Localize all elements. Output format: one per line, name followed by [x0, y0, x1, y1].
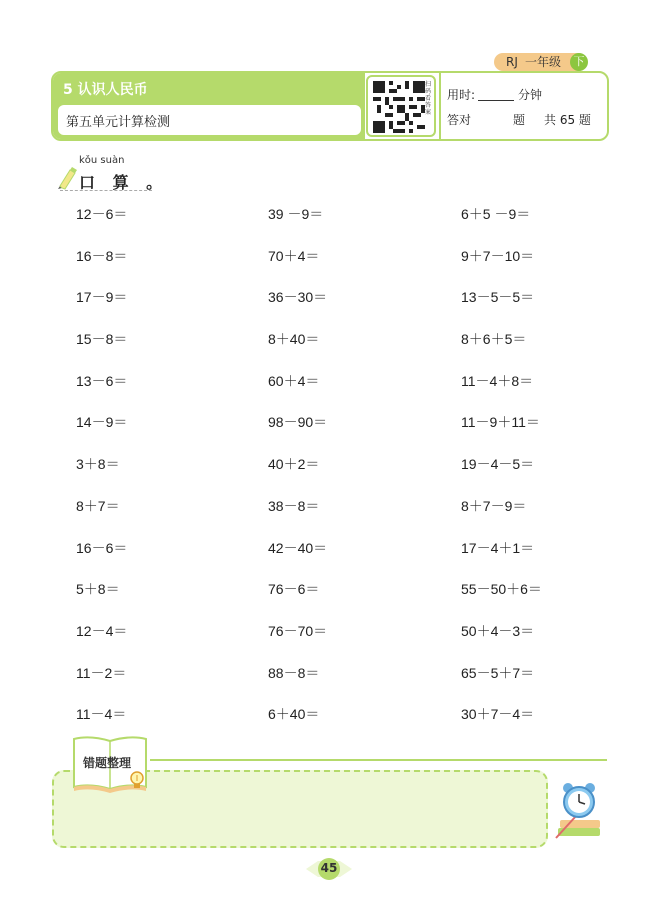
grade-badge — [494, 53, 586, 71]
worksheet-header — [51, 71, 609, 141]
alarm-clock-books-icon — [554, 780, 604, 840]
problem-item: 70＋4＝ — [268, 247, 320, 264]
problem-item: 12－6＝ — [76, 206, 128, 222]
problem-item: 55－50＋6＝ — [461, 581, 542, 598]
problem-item: 30＋7－4＝ — [461, 706, 535, 723]
problem-item: 50＋4－3＝ — [461, 622, 535, 639]
problem-item: 17－4＋1＝ — [461, 539, 535, 556]
qr-caption: 扫码看答案 — [425, 81, 432, 116]
problem-item: 6＋5 －9＝ — [461, 206, 531, 222]
problem-item: 38－8＝ — [268, 497, 320, 514]
time-blank[interactable] — [478, 100, 514, 101]
volume-label: 下 — [570, 53, 588, 71]
problem-item: 9＋7－10＝ — [461, 247, 535, 264]
worksheet-subtitle: 第五单元计算检测 — [66, 115, 171, 130]
problem-item: 13－5－5＝ — [461, 289, 535, 306]
problem-item: 6＋40＝ — [268, 706, 320, 723]
error-section-title: 错题整理 — [83, 756, 132, 770]
page-number-badge — [306, 857, 352, 881]
error-section-line — [150, 759, 607, 761]
problem-item: 5＋8＝ — [76, 581, 120, 598]
grade-label: 一年级 — [525, 55, 562, 69]
light-bulb-icon — [129, 770, 145, 792]
problem-item: 11－9＋11＝ — [461, 414, 540, 431]
problem-item: 11－4＝ — [76, 706, 127, 723]
problem-item: 17－9＝ — [76, 289, 128, 306]
answer-unit: 题 — [513, 113, 526, 127]
problem-item: 12－4＝ — [76, 622, 128, 639]
problem-item: 13－6＝ — [76, 372, 128, 389]
problem-item: 8＋7－9＝ — [461, 497, 527, 514]
problem-item: 36－30＝ — [268, 289, 328, 306]
problem-item: 11－4＋8＝ — [461, 372, 534, 389]
score-panel — [439, 73, 607, 139]
title-underline — [60, 190, 152, 191]
problem-item: 76－70＝ — [268, 622, 328, 639]
problem-item: 19－4－5＝ — [461, 456, 535, 473]
pencil-icon — [56, 166, 78, 190]
problem-item: 88－8＝ — [268, 664, 320, 681]
problem-item: 65－5＋7＝ — [461, 664, 535, 681]
page-number: 45 — [320, 861, 338, 875]
problem-item: 14－9＝ — [76, 414, 128, 431]
section-pinyin: kǒu suàn — [79, 155, 125, 166]
unit-panel — [53, 73, 365, 139]
problem-item: 15－8＝ — [76, 331, 128, 348]
total-count: 共 65 题 — [544, 113, 591, 127]
problem-item: 39 －9＝ — [268, 206, 324, 222]
time-unit: 分钟 — [518, 88, 543, 102]
problem-item: 16－6＝ — [76, 539, 128, 556]
series-label: RJ — [506, 55, 518, 69]
problem-item: 8＋40＝ — [268, 331, 320, 348]
problem-item: 40＋2＝ — [268, 456, 320, 473]
problem-item: 8＋7＝ — [76, 497, 120, 514]
unit-title: 5 认识人民币 — [63, 82, 148, 98]
problem-item: 60＋4＝ — [268, 372, 320, 389]
answer-label: 答对 — [447, 113, 472, 127]
section-title: 口 算 。 — [79, 173, 169, 192]
time-label: 用时: — [447, 88, 476, 102]
problem-item: 76－6＝ — [268, 581, 320, 598]
problem-item: 11－2＝ — [76, 664, 127, 681]
subtitle-box — [58, 105, 361, 135]
qr-code-icon — [373, 81, 425, 133]
problem-grid — [76, 204, 576, 746]
qr-code[interactable] — [366, 75, 436, 137]
problem-item: 42－40＝ — [268, 539, 328, 556]
problem-item: 98－90＝ — [268, 414, 328, 431]
problem-item: 16－8＝ — [76, 247, 128, 264]
problem-item: 8＋6＋5＝ — [461, 331, 527, 348]
problem-item: 3＋8＝ — [76, 456, 120, 473]
